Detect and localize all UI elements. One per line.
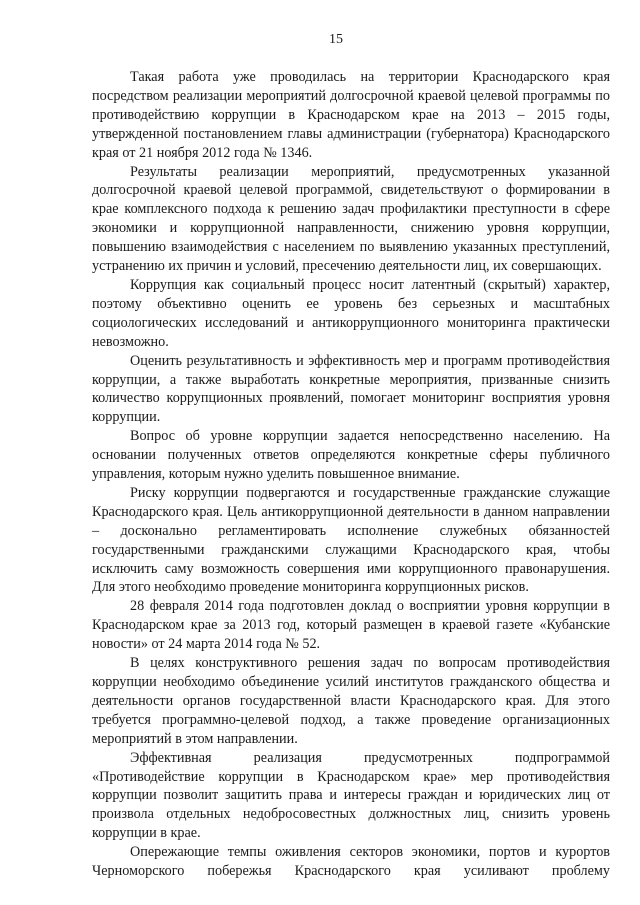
paragraph: Вопрос об уровне коррупции задается непосредственно населению. На основании полученных ответов определяются конкретные сферы публичного управления, которым нужно уделить повышенное внимание. [92, 428, 610, 483]
paragraph: Риску коррупции подвергаются и государственные гражданские служащие Краснодарского края. Цель антикоррупционной деятельности в данном направлении – досконально регламентировать исполнение служебных обязанностей государственными гражданскими служащими Краснодарского края, чтобы исключить саму возможность совершения ими коррупционного правонарушения. Для этого необходимо проведение мониторинга коррупционных рисков. [92, 484, 610, 596]
paragraph: Результаты реализации мероприятий, предусмотренных указанной долгосрочной краевой целевой программой, свидетельствуют о формировании в крае комплексного подхода к решению задач профилактики преступности в сфере экономики и коррупционной направленности, снижению уровня коррупции, повышению взаимодействия с населением по выявлению указанных преступлений, устранению их причин и условий, пресечению деятельности лиц, их совершающих. [92, 163, 610, 275]
paragraph: Опережающие темпы оживления секторов экономики, портов и курортов Черноморского побережья Краснодарского края усиливают проблему [92, 844, 610, 880]
paragraph: 28 февраля 2014 года подготовлен доклад о восприятии уровня коррупции в Краснодарском крае за 2013 год, который размещен в краевой газете «Кубанские новости» от 24 марта 2014 года № 52. [92, 598, 610, 653]
paragraph: Эффективная реализация предусмотренных подпрограммой «Противодействие коррупции в Краснодарском крае» мер противодействия коррупции позволит защитить права и интересы граждан и юридических лиц от произвола отдельных недобросовестных должностных лиц, снизить уровень коррупции в крае. [92, 749, 610, 842]
paragraph: Коррупция как социальный процесс носит латентный (скрытый) характер, поэтому объективно оценить ее уровень без серьезных и масштабных социологических исследований и антикоррупционного мониторинга практически невозможно. [92, 276, 610, 350]
paragraph: Такая работа уже проводилась на территории Краснодарского края посредством реализации мероприятий долгосрочной краевой целевой программы по противодействию коррупции в Краснодарском крае на 2013 – 2015 годы, утвержденной постановлением главы администрации (губернатора) Краснодарского края от 21 ноября 2012 года № 1346. [92, 69, 610, 161]
page-number: 15 [329, 32, 343, 47]
paragraph: Оценить результативность и эффективность мер и программ противодействия коррупции, а также выработать конкретные мероприятия, призванные снизить количество коррупционных проявлений, помогает мониторинг восприятия уровня коррупции. [92, 352, 610, 426]
paragraph: В целях конструктивного решения задач по вопросам противодействия коррупции необходимо объединение усилий институтов гражданского общества и деятельности органов государственной власти Краснодарского края. Для этого требуется программно-целевой подход, а также проведение организационных мероприятий в этом направлении. [92, 655, 610, 747]
body-text [92, 68, 610, 881]
